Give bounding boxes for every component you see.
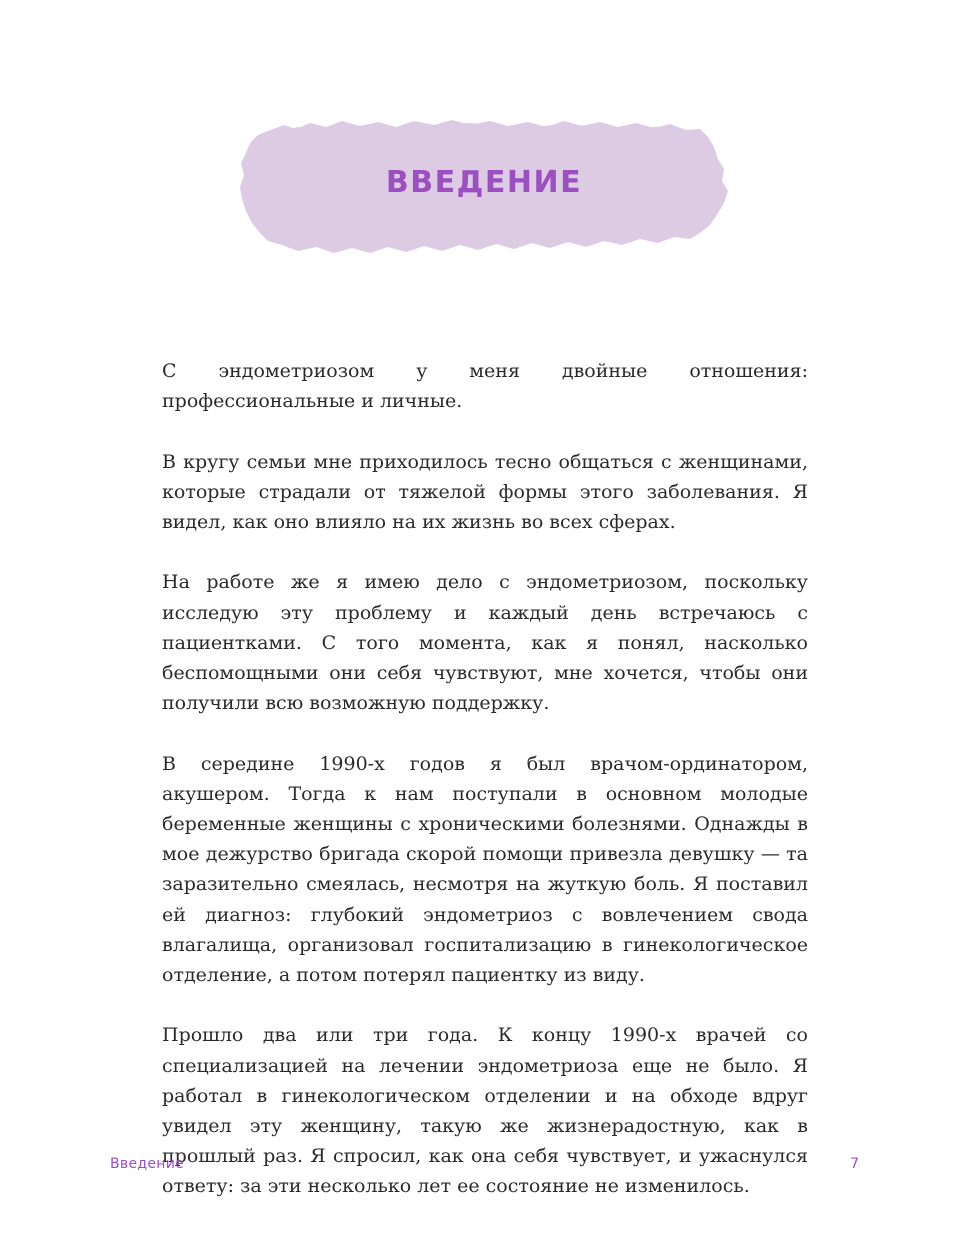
page-number: 7 [850, 1156, 859, 1172]
chapter-heading-banner [238, 113, 730, 263]
body-text [162, 356, 808, 1232]
paragraph: В середине 1990-х годов я был врачом-ординатором, акушером. Тогда к нам поступали в основном молодые беременные женщины с хроническими болезнями. Однажды в мое дежурство бригада скорой помощи привезла девушку — та заразительно смеялась, несмотря на жуткую боль. Я поставил ей диагноз: глубокий эндометриоз с вовлечением свода влагалища, организовал госпитализацию в гинекологическое отделение, а потом потерял пациентку из виду. [162, 752, 808, 987]
paragraph: Прошло два или три года. К концу 1990-х врачей со специализацией на лечении эндометриоза еще не было. Я работал в гинекологическом отделении и на обходе вдруг увидел эту женщину, такую же жизнерадостную, как в прошлый раз. Я спросил, как она себя чувствует, и ужаснулся ответу: за эти несколько лет ее состояние не изменилось. [162, 1024, 808, 1198]
chapter-title: ВВЕДЕНИЕ [385, 165, 583, 200]
footer-section-title: Введение [110, 1156, 185, 1172]
paragraph: В кругу семьи мне приходилось тесно общаться с женщинами, которые страдали от тяжелой формы этого заболевания. Я видел, как оно влияло на их жизнь во всех сферах. [162, 450, 808, 533]
paragraph: На работе же я имею дело с эндометриозом, поскольку исследую эту проблему и каждый день встречаюсь с пациентками. С того момента, как я понял, насколько беспомощными они себя чувствуют, мне хочется, чтобы они получили всю возможную поддержку. [162, 571, 808, 715]
paragraph: С эндометриозом у меня двойные отношения: профессиональные и личные. [162, 360, 808, 413]
